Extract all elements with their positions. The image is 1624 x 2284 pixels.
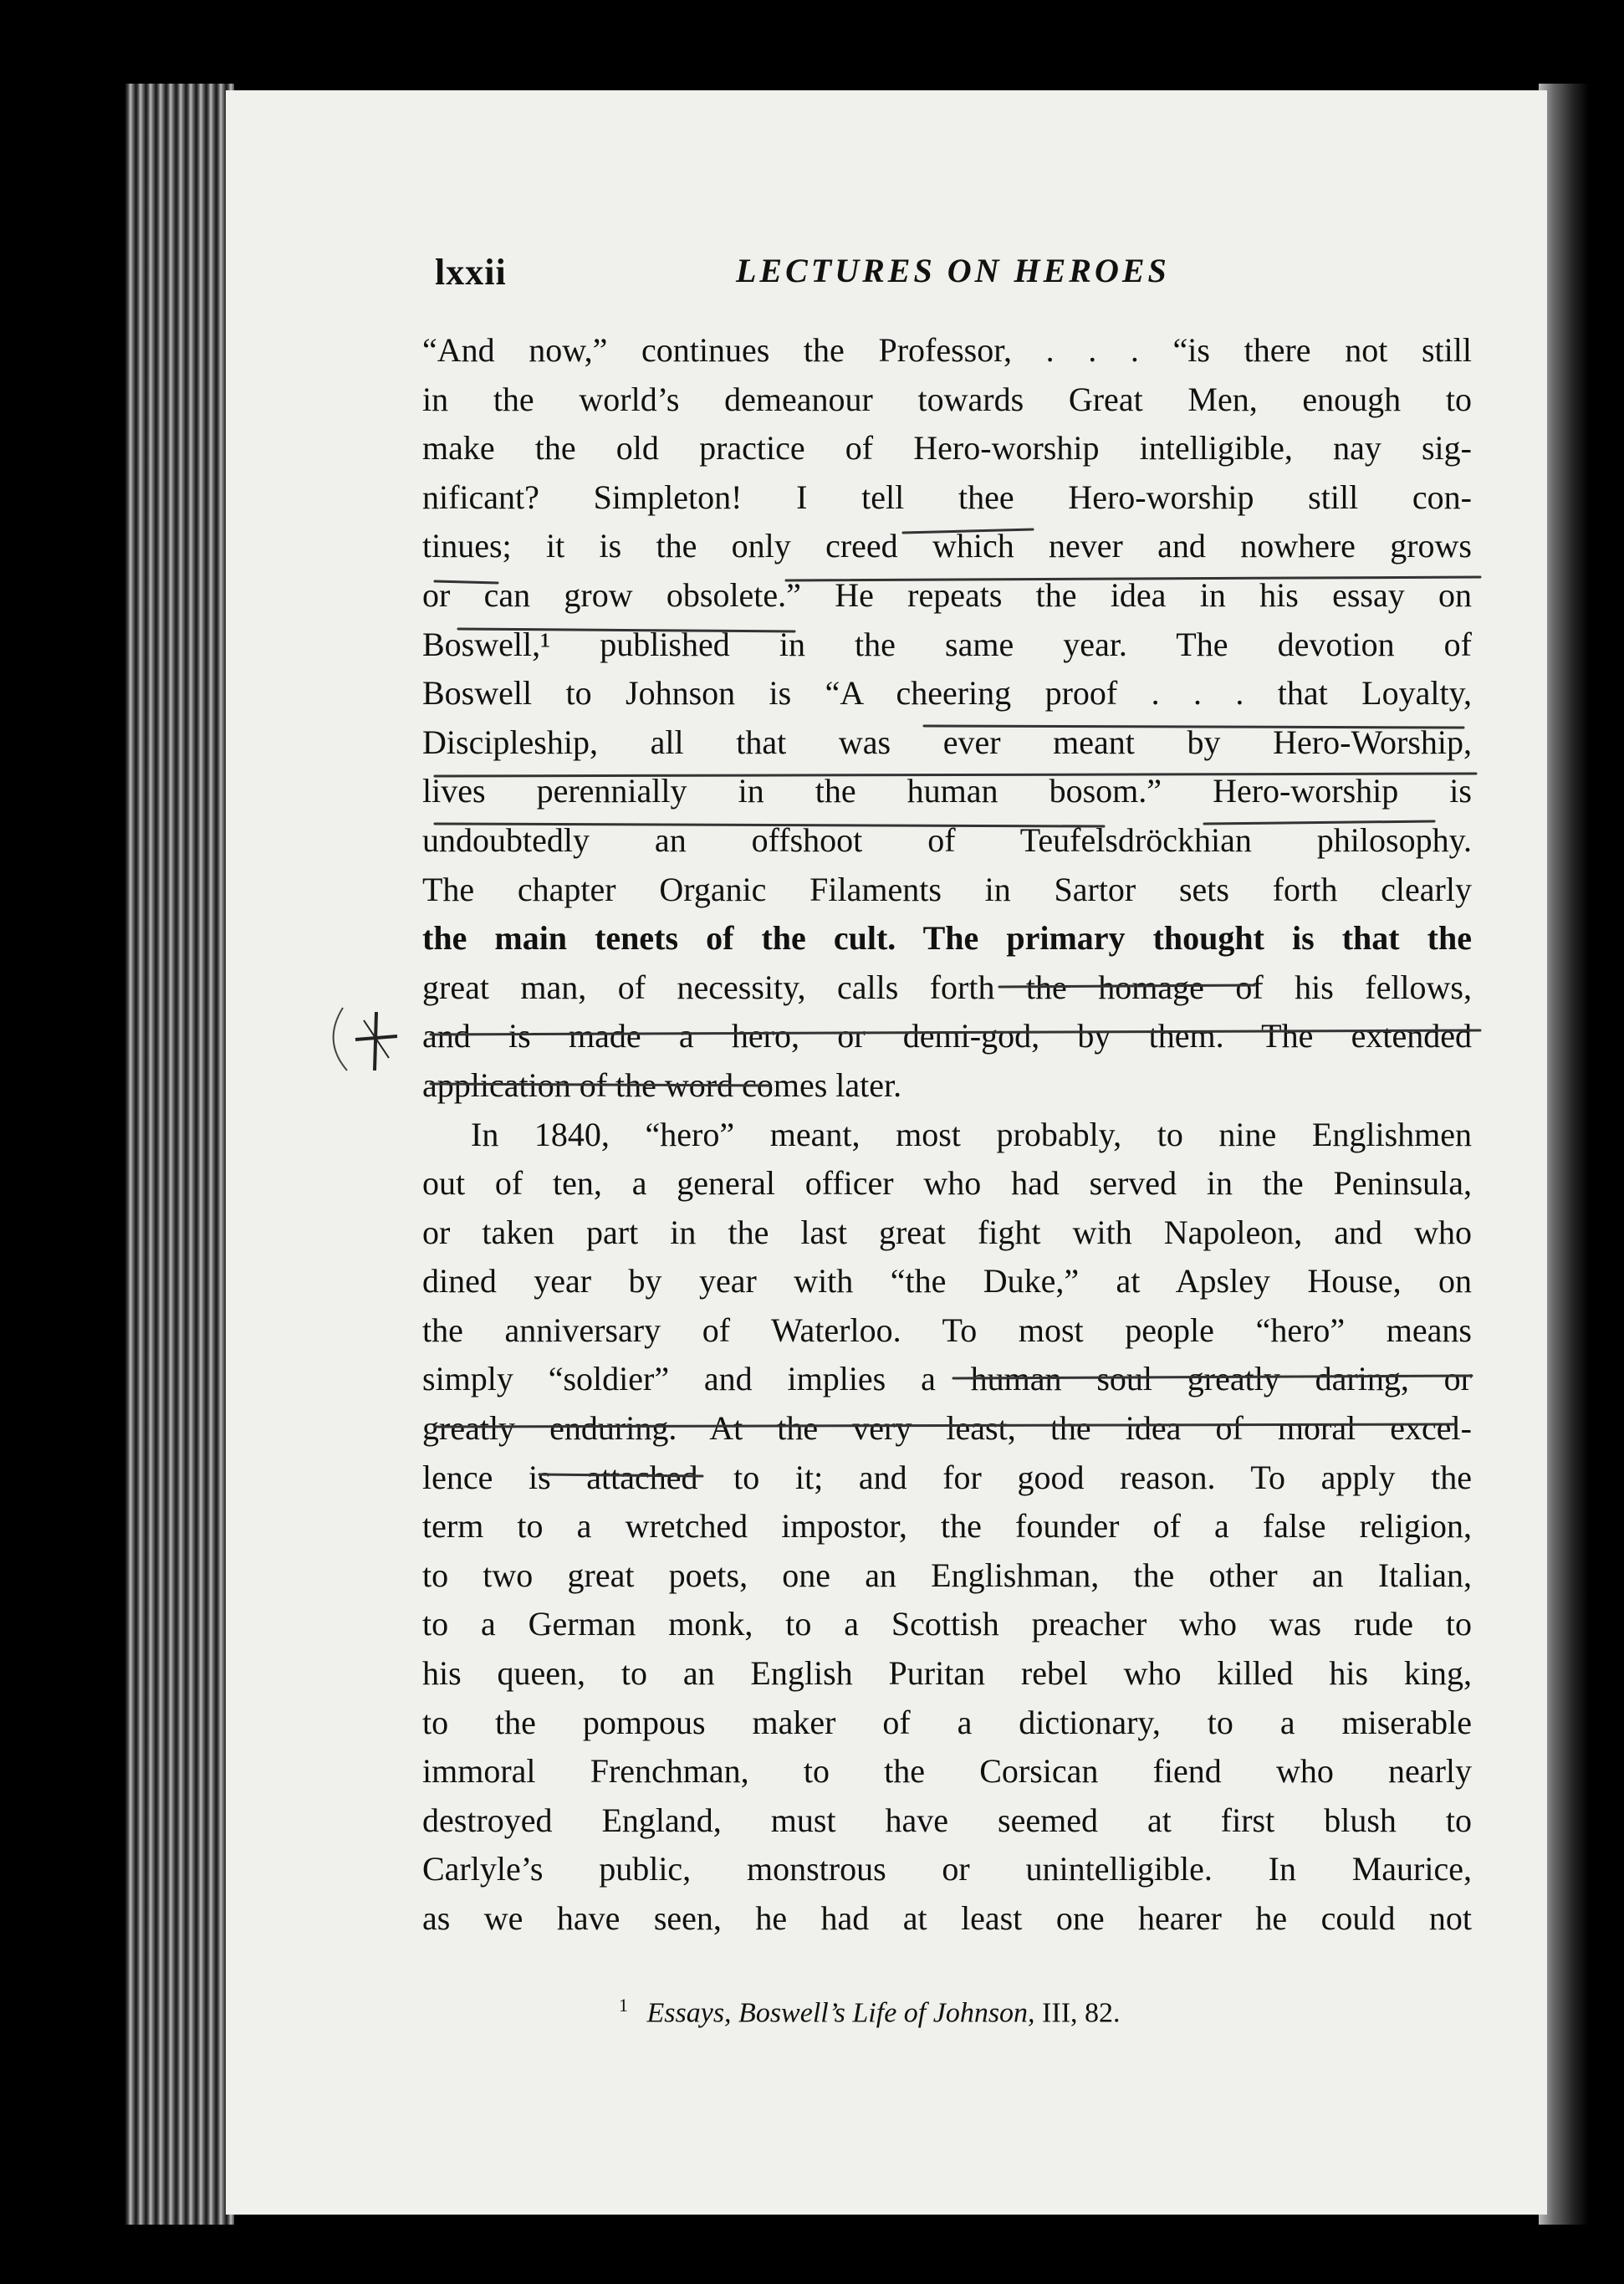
text-line: the anniversary of Waterloo. To most people “hero” means [422,1311,1472,1349]
text-line: immoral Frenchman, to the Corsican fiend who nearly [422,1752,1472,1791]
text-line: to a German monk, to a Scottish preacher who was rude to [422,1605,1472,1643]
text-line: the main tenets of the cult. The primary thought is that the [422,919,1472,958]
footnote-marker: 1 [619,1995,628,2016]
text-line: dined year by year with “the Duke,” at Apsley House, on [422,1262,1472,1300]
text-line: simply “soldier” and implies a human soul greatly daring, or [422,1360,1472,1398]
text-line: or can grow obsolete.” He repeats the idea in his essay on [422,575,1472,614]
margin-cross-mark [318,999,435,1083]
text-line: undoubtedly an offshoot of Teufelsdröckhian philosophy. [422,820,1472,859]
text-line: greatly enduring. At the very least, the idea of moral excel- [422,1409,1472,1448]
text-line: “And now,” continues the Professor, . . . “is there not still [422,331,1472,369]
text-line: tinues; it is the only creed which never and nowhere grows [422,527,1472,565]
text-line: in the world’s demeanour towards Great Men, enough to [422,380,1472,418]
text-line: Boswell to Johnson is “A cheering proof . . . that Loyalty, [422,674,1472,713]
text-line: to two great poets, one an Englishman, the other an Italian, [422,1556,1472,1594]
text-line: In 1840, “hero” meant, most probably, to nine Englishmen [471,1115,1472,1153]
text-line: Carlyle’s public, monstrous or unintelligible. In Maurice, [422,1850,1472,1888]
text-line: Boswell,¹ published in the same year. The devotion of [422,625,1472,663]
text-line: his queen, to an English Puritan rebel who killed his king, [422,1654,1472,1693]
body-text [422,326,1472,1944]
text-line: lence is attached to it; and for good reason. To apply the [422,1458,1472,1496]
text-line: The chapter Organic Filaments in Sartor sets forth clearly [422,870,1472,908]
text-line: great man, of necessity, calls forth the homage of his fellows, [422,968,1472,1006]
footnote [619,1995,1121,2029]
text-line: Discipleship, all that was ever meant by Hero-Worship, [422,723,1472,761]
text-line: lives perennially in the human bosom.” Hero-worship is [422,772,1472,810]
text-line: nificant? Simpleton! I tell thee Hero-worship still con- [422,478,1472,516]
footnote-work: Essays, Boswell’s Life of Johnson, [646,1997,1035,2029]
text-line: to the pompous maker of a dictionary, to a miserable [422,1703,1472,1741]
page-header [435,251,1489,301]
book-edge-left [125,84,234,2225]
text-line: application of the word comes later. [422,1065,902,1104]
running-title: LECTURES ON HEROES [736,252,1170,289]
footnote-ref: III, 82. [1042,1997,1121,2029]
text-line: term to a wretched impostor, the founder of a false religion, [422,1507,1472,1546]
text-line: out of ten, a general officer who had served in the Peninsula, [422,1164,1472,1203]
text-line: make the old practice of Hero-worship intelligible, nay sig- [422,429,1472,468]
text-line: as we have seen, he had at least one hearer he could not [422,1899,1472,1937]
page-number: lxxii [435,252,507,293]
text-line: destroyed England, must have seemed at first blush to [422,1801,1472,1839]
text-line: and is made a hero, or demi-god, by them. The extended [422,1017,1472,1055]
text-line: or taken part in the last great fight with Napoleon, and who [422,1213,1472,1251]
